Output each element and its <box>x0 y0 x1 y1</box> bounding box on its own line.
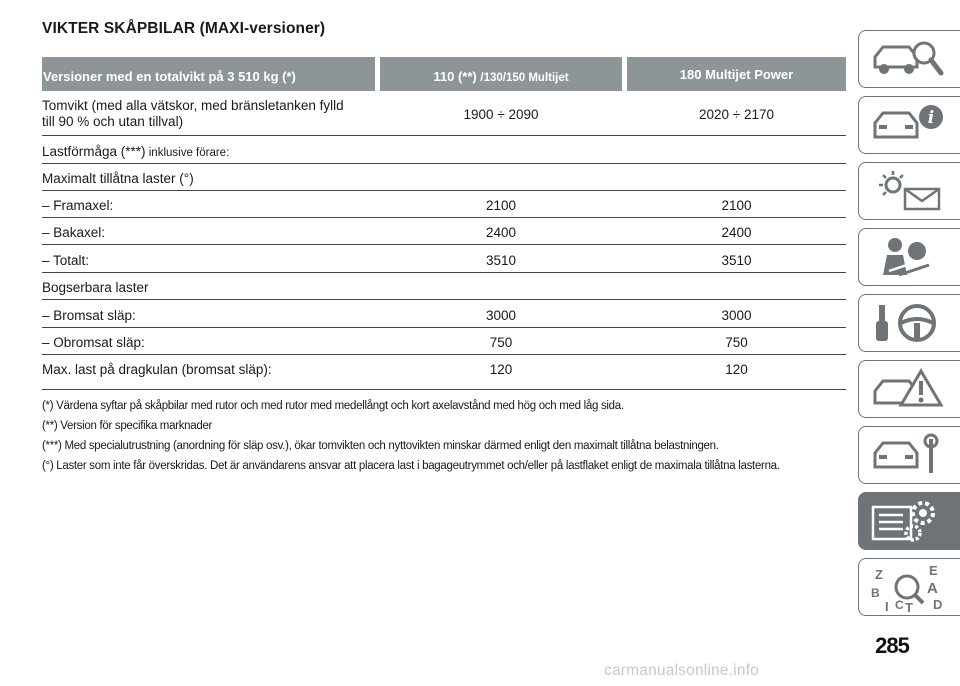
row-value-180: 2100 <box>721 198 752 213</box>
warning-lights-icon <box>869 169 949 213</box>
table-row <box>42 273 846 300</box>
airbag-safety-icon <box>869 235 949 279</box>
row-value-180: 120 <box>725 362 748 377</box>
table-row <box>42 136 846 164</box>
index-letter: Z <box>875 567 883 582</box>
row-label <box>42 98 344 130</box>
table-row <box>42 218 846 245</box>
watermark: carmanualsonline.info <box>604 662 759 679</box>
tab-index[interactable] <box>858 558 960 616</box>
row-label: Max. last på dragkulan (bromsat släp): <box>42 362 272 377</box>
page-title: VIKTER SKÅPBILAR (MAXI-versioner) <box>42 20 326 37</box>
car-maintenance-icon <box>869 433 949 477</box>
row-label <box>42 144 229 161</box>
tab-maintenance[interactable] <box>858 426 960 484</box>
tab-starting-driving[interactable] <box>858 294 960 352</box>
table-row <box>42 300 846 328</box>
tab-dashboard-info[interactable] <box>858 96 960 154</box>
table-row <box>42 328 846 355</box>
row-label: Bogserbara laster <box>42 280 149 295</box>
index-letter: A <box>927 580 938 597</box>
index-letter: T <box>905 600 913 613</box>
table-row <box>42 191 846 218</box>
header-110-main: 110 (**) <box>433 69 477 84</box>
header-110-multijet <box>380 57 622 91</box>
index-letter: E <box>929 565 938 578</box>
index-letter: C <box>895 598 904 612</box>
footnote: (**) Version för specifika marknader <box>42 420 213 432</box>
tab-safety[interactable] <box>858 228 960 286</box>
page-number: 285 <box>875 633 909 658</box>
table-row <box>42 355 846 390</box>
row-label-small: inklusive förare: <box>145 147 230 159</box>
row-value-110: 3510 <box>485 253 517 268</box>
row-value-110: 750 <box>489 335 513 350</box>
table-row <box>42 93 846 136</box>
index-letter: D <box>933 597 943 612</box>
row-value-110: 3000 <box>485 308 517 323</box>
footnote: (°) Laster som inte får överskridas. Det är användarens ansvar att placera last i bagageutrymmet och/eller på lastflaket enligt de maximala tillåtna lasterna. <box>42 460 780 472</box>
header-110-small: /130/150 Multijet <box>480 72 569 84</box>
table-row <box>42 164 846 191</box>
tab-vehicle-overview[interactable] <box>858 30 960 88</box>
header-180-multijet-power: 180 Multijet Power <box>627 57 846 91</box>
row-value-180: 2020 ÷ 2170 <box>699 107 774 122</box>
car-search-icon <box>869 37 949 81</box>
header-versions: Versioner med en totalvikt på 3 510 kg (*) <box>42 57 375 91</box>
svg-text:i: i <box>927 108 935 128</box>
car-emergency-icon <box>869 367 949 411</box>
car-info-icon <box>869 103 949 147</box>
row-label: – Bromsat släp: <box>42 308 136 323</box>
tab-technical-data[interactable] <box>858 492 960 550</box>
row-value-110: 2100 <box>485 198 517 213</box>
row-label: – Obromsat släp: <box>42 335 145 350</box>
row-value-180: 3510 <box>721 253 752 268</box>
table-row <box>42 245 846 273</box>
row-value-110: 1900 ÷ 2090 <box>463 107 539 122</box>
row-value-180: 2400 <box>721 225 752 240</box>
footnotes <box>42 396 846 476</box>
row-value-110: 120 <box>489 362 513 377</box>
tab-warning-lights[interactable] <box>858 162 960 220</box>
footnote: (***) Med specialutrustning (anordning för släp osv.), ökar tomvikten och nyttovikten minskar därmed enligt den maximalt tillåtna belastningen. <box>42 440 719 452</box>
row-value-180: 750 <box>725 335 748 350</box>
row-label: Maximalt tillåtna laster (°) <box>42 171 194 186</box>
row-label-main: Lastförmåga (***) <box>42 144 146 159</box>
technical-data-icon <box>869 499 949 543</box>
row-label-line1: Tomvikt (med alla vätskor, med bränsletanken fylld <box>42 98 344 113</box>
table-header <box>42 57 846 91</box>
alphabetical-index-icon <box>869 565 949 613</box>
tab-emergency[interactable] <box>858 360 960 418</box>
index-letter: B <box>871 586 880 600</box>
footnote: (*) Värdena syftar på skåpbilar med rutor och med rutor med medellångt och kort axelavstånd med hög och med låg sida. <box>42 400 624 412</box>
row-label: – Bakaxel: <box>42 225 106 240</box>
row-label: – Framaxel: <box>42 198 114 213</box>
steering-wheel-key-icon <box>869 301 949 345</box>
row-value-110: 2400 <box>485 225 517 240</box>
row-label: – Totalt: <box>42 253 90 268</box>
row-value-180: 3000 <box>721 308 752 323</box>
row-label-line2: till 90 % och utan tillval) <box>42 114 184 129</box>
index-letter: I <box>885 599 889 613</box>
